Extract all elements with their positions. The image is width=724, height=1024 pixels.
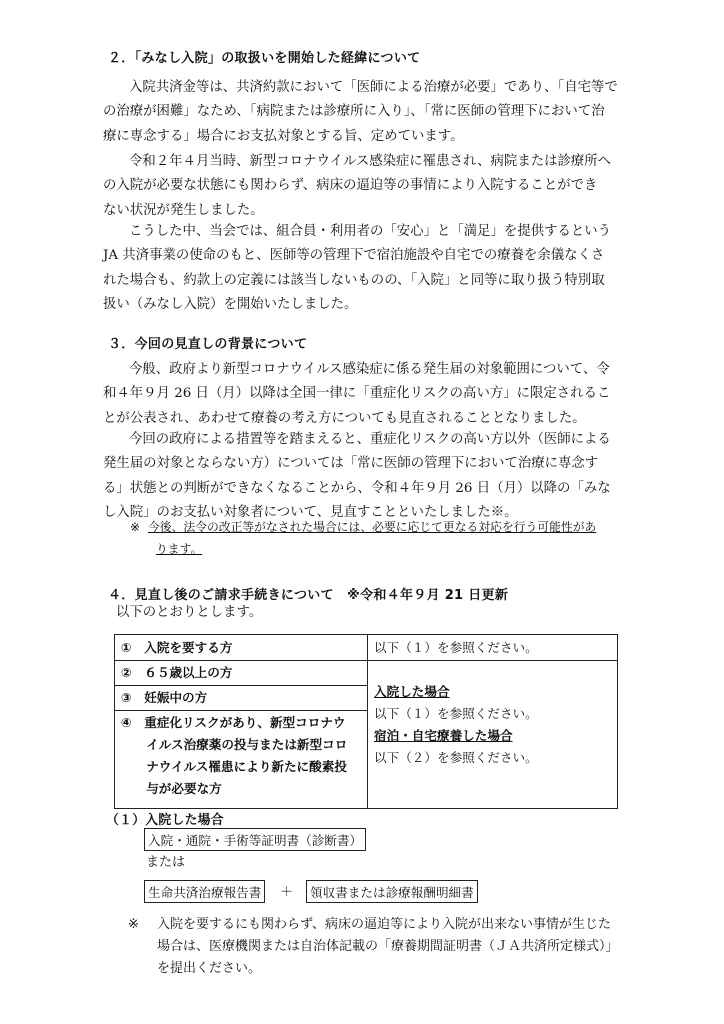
table-cell: ③ 妊娠中の方 <box>115 686 368 711</box>
text-line: 令和２年４月当時、新型コロナウイルス感染症に罹患され、病院または診療所へ <box>129 154 612 169</box>
cell-line: 与が必要な方 <box>121 781 222 796</box>
text-line: れた場合も、約款上の定義には該当しないものの、「入院」と同等に取り扱う特別取 <box>103 272 605 288</box>
section-3-footnote <box>130 516 618 560</box>
document-box-receipt: 領収書または診療報酬明細書 <box>306 880 478 903</box>
table-row <box>115 661 618 686</box>
table-cell: ② ６５歳以上の方 <box>115 661 368 686</box>
table-cell: ① 入院を要する方 <box>115 635 368 661</box>
text-line: 発生届の対象とならない方）については「常に医師の管理下において治療に専念す <box>103 456 599 472</box>
note-line: 入院を要するにも関わらず、病床の逼迫等により入院が出来ない事情が生じた <box>157 917 611 932</box>
section-3-paragraph-1 <box>103 358 616 431</box>
note-mark: ※ <box>130 520 140 534</box>
section-2-paragraph-1 <box>103 76 618 149</box>
plus-sign: ＋ <box>280 885 294 900</box>
eligibility-table <box>114 634 618 809</box>
table-cell <box>115 711 368 809</box>
section-3-paragraph-2 <box>103 428 616 525</box>
text-line: 今回の政府による措置等を踏まえると、重症化リスクの高い方以外（医師による <box>129 432 611 447</box>
text-line: とが公表され、あわせて療養の考え方についても見直されることとなりました。 <box>103 410 586 426</box>
cell-line: ナウイルス罹患により新たに酸素投 <box>121 759 347 774</box>
text-line: 和４年９月 26 日（月）以降は全国一律に「重症化リスクの高い方」に限定されるこ <box>103 386 611 402</box>
section-4-heading: ４．見直し後のご請求手続きについて ※令和４年９月 21 日更新 <box>108 588 509 603</box>
document-box-certificate: 入院・通院・手術等証明書（診断書） <box>144 828 366 851</box>
text-line: JA 共済事業の使命のもと、医師等の管理下で宿泊施設や自宅での療養を余儀なくさ <box>103 248 605 264</box>
section-2-paragraph-3 <box>103 220 616 317</box>
section-4-intro: 以下のとおりとします。 <box>116 605 263 620</box>
note-line: ります。 <box>156 542 203 556</box>
text-line: し入院」のお支払い対象者について、見直すことといたしました※。 <box>103 504 518 520</box>
text-line: 扱い（みなし入院）を開始いたしました。 <box>103 296 358 312</box>
subsection-1-note <box>128 914 628 980</box>
document-box-treatment-report: 生命共済治療報告書 <box>144 880 265 903</box>
group-text: 以下（２）を参照ください。 <box>374 750 538 765</box>
text-line: 療に専念する」場合にお支払対象とする旨、定めています。 <box>103 128 464 144</box>
table-row <box>115 635 618 661</box>
text-line: こうした中、当会では、組合員・利用者の「安心」と「満足」を提供するという <box>129 224 612 239</box>
note-mark: ※ <box>128 917 139 932</box>
subsection-1-heading: （１）入院した場合 <box>106 813 224 828</box>
group-heading: 入院した場合 <box>374 684 450 699</box>
note-line: 今後、法令の改正等がなされた場合には、必要に応じて更なる対応を行う可能性があ <box>148 520 597 534</box>
group-text: 以下（１）を参照ください。 <box>374 706 538 721</box>
note-line: 場合は、医療機関または自治体記載の「療養期間証明書（ＪＡ共済所定様式）」 <box>157 939 619 954</box>
section-2-paragraph-2 <box>103 150 616 223</box>
note-line: を提出ください。 <box>157 961 262 976</box>
text-line: の治療が困難」なため、「病院または診療所に入り」、「常に医師の管理下において治 <box>103 104 605 120</box>
text-line: 今般、政府より新型コロナウイルス感染症に係る発生届の対象範囲について、令 <box>129 362 610 377</box>
cell-line: ④ 重症化リスクがあり、新型コロナウ <box>121 715 346 730</box>
section-3-heading: ３．今回の見直しの背景について <box>108 337 308 352</box>
cell-line: イルス治療薬の投与または新型コロ <box>121 737 348 752</box>
text-line: る」状態との判断ができなくなることから、令和４年９月 26 日（月）以降の「みな <box>103 480 611 496</box>
text-line: ない状況が発生しました。 <box>103 202 264 218</box>
text-line: 入院共済金等は、共済約款において「医師による治療が必要」であり、「自宅等で <box>129 80 618 95</box>
group-heading: 宿泊・自宅療養した場合 <box>374 728 513 743</box>
or-text: または <box>146 855 186 870</box>
section-2-heading: ２．「みなし入院」の取扱いを開始した経緯について <box>108 51 421 66</box>
table-cell: 以下（１）を参照ください。 <box>368 635 618 661</box>
text-line: の入院が必要な状態にも関わらず、病床の逼迫等の事情により入院することができ <box>103 178 598 194</box>
table-cell-group <box>368 661 618 809</box>
